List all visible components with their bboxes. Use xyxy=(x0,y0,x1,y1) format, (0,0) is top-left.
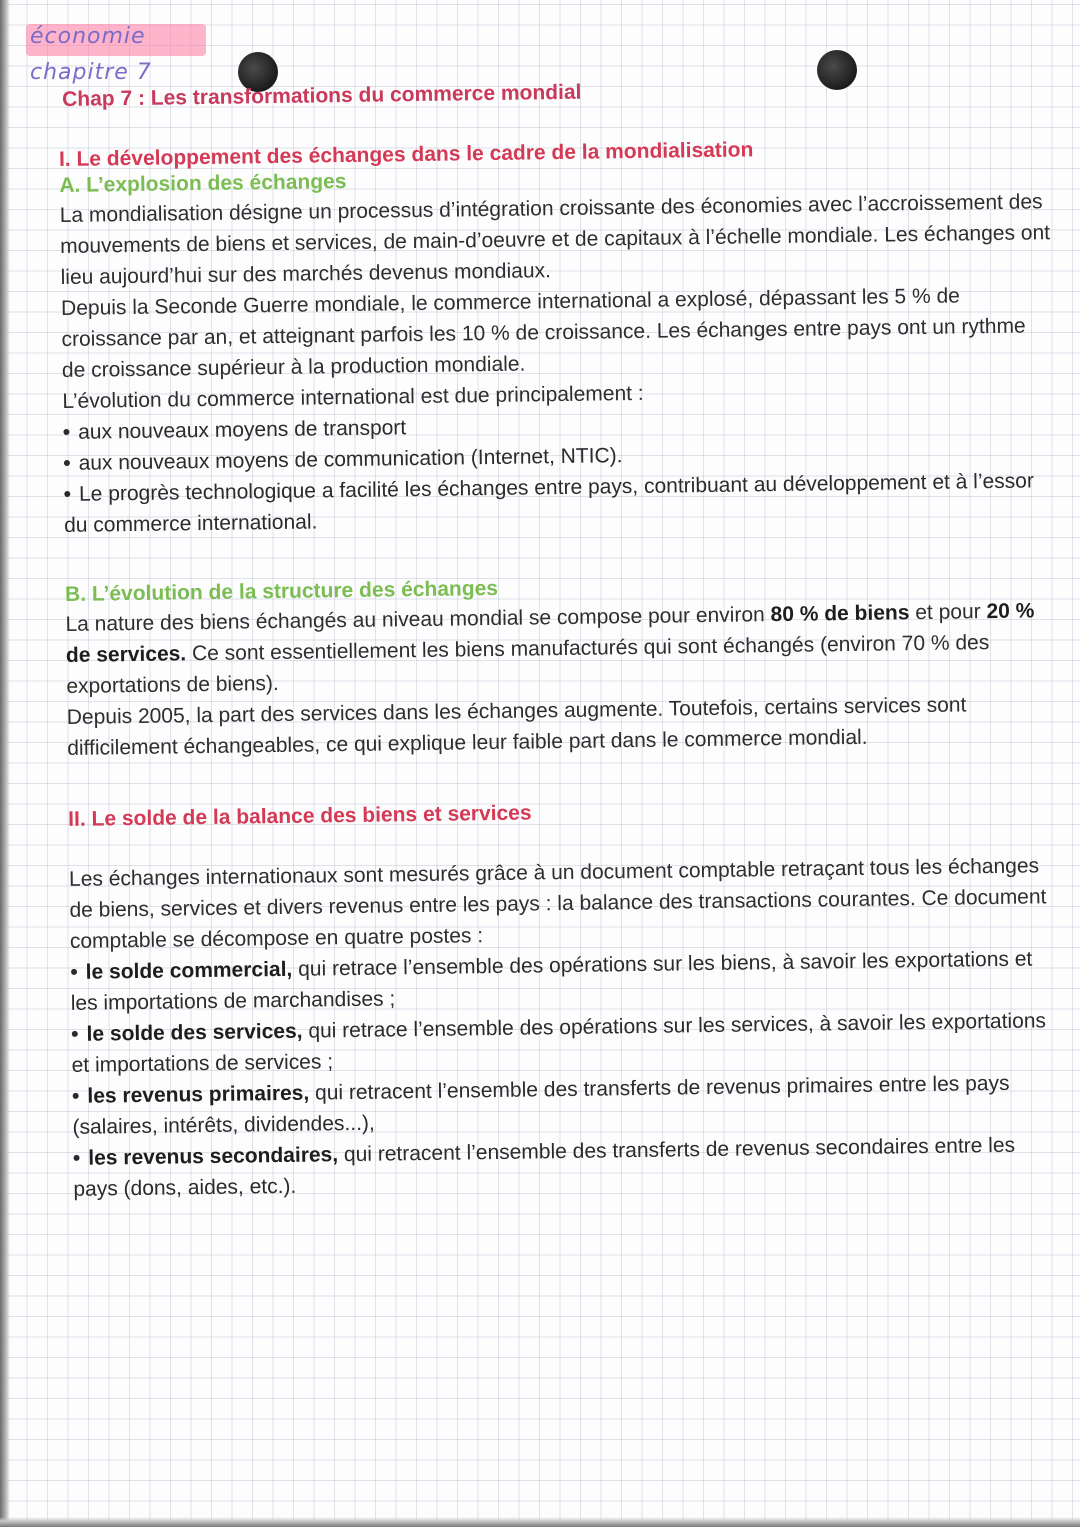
item-text: qui retracent l’ensemble des transferts de revenus secondaires entre les pays (dons, aides, etc.). xyxy=(73,1133,1016,1201)
list-item: • Le progrès technologique a facilité les échanges entre pays, contribuant au développement et à l’essor du commerce international. xyxy=(63,465,1054,541)
section-1 xyxy=(59,134,1058,764)
section-2-heading: II. Le solde de la balance des biens et services xyxy=(68,801,532,831)
page-title: Chap 7 : Les transformations du commerce mondial xyxy=(61,80,582,111)
page-bottom-edge xyxy=(0,1517,1080,1527)
text-run: La nature des biens échangés au niveau mondial se compose pour environ xyxy=(65,603,771,636)
text-run: et pour xyxy=(909,600,987,625)
section-1-heading: I. Le développement des échanges dans le cadre de la mondialisation xyxy=(58,138,754,171)
page-left-edge xyxy=(0,0,10,1527)
subsection-a-list xyxy=(63,403,1055,541)
list-item: • aux nouveaux moyens de communication (Internet, NTIC). xyxy=(63,434,1053,479)
margin-note-chapter: chapitre 7 xyxy=(30,60,152,85)
document-body xyxy=(58,74,1063,1205)
subsection-a-heading: A. L’explosion des échanges xyxy=(59,169,347,197)
subsection-b xyxy=(65,569,1057,764)
item-term: le solde des services, xyxy=(86,1019,303,1046)
text-run: Ce sont essentiellement les biens manufacturés qui sont échangés (environ 70 % des exportations de biens). xyxy=(66,631,990,698)
subsection-b-paragraph-2: Depuis 2005, la part des services dans les échanges augmente. Toutefois, certains services sont difficilement échangeables, ce qui explique leur faible part dans le commerce mondial. xyxy=(66,693,967,760)
bold-goods-share: 80 % de biens xyxy=(770,601,910,627)
section-2-list xyxy=(70,943,1063,1205)
bold-services-share: 20 % de services. xyxy=(65,599,1035,667)
section-2 xyxy=(68,794,1063,1205)
subsection-a-paragraph-2: Depuis la Seconde Guerre mondiale, le commerce international a explosé, dépassant les 5 % de croissance par an, et atteignant parfois les 10 % de croissance. Les échanges entre pays ont un rythme de croissance supérieur à la production mondiale. xyxy=(60,284,1026,382)
subsection-b-heading: B. L’évolution de la structure des échanges xyxy=(64,576,499,606)
list-item: • aux nouveaux moyens de transport xyxy=(63,403,1053,448)
section-2-paragraph-1: Les échanges internationaux sont mesurés grâce à un document comptable retraçant tous les échanges de biens, services et divers revenus entre les pays : la balance des transactions courantes. Ce document comptable se décompose en quatre postes : xyxy=(68,854,1047,953)
subsection-a-paragraph-3: L’évolution du commerce international est due principalement : xyxy=(62,381,644,413)
item-term: le solde commercial, xyxy=(85,957,293,984)
subsection-a-paragraph-1: La mondialisation désigne un processus d’intégration croissante des économies avec l’accroissement des mouvements de biens et services, de main-d’oeuvre et de capitaux à l’échelle mondiale. Les échanges ont lieu aujourd’hui sur des marchés devenus mondiaux. xyxy=(59,190,1051,289)
margin-note-subject: économie xyxy=(30,24,146,49)
subsection-b-paragraph-1 xyxy=(65,595,1056,702)
item-text: qui retrace l’ensemble des opérations sur les services, à savoir les exportations et importations de services ; xyxy=(71,1009,1047,1077)
item-term: les revenus primaires, xyxy=(87,1081,310,1108)
item-text: qui retrace l’ensemble des opérations sur les biens, à savoir les exportations et les importations de marchandises ; xyxy=(70,947,1033,1015)
item-text: qui retracent l’ensemble des transferts de revenus primaires entre les pays (salaires, intérêts, dividendes...), xyxy=(72,1071,1010,1139)
item-term: les revenus secondaires, xyxy=(88,1143,339,1170)
list-item xyxy=(73,1129,1064,1205)
